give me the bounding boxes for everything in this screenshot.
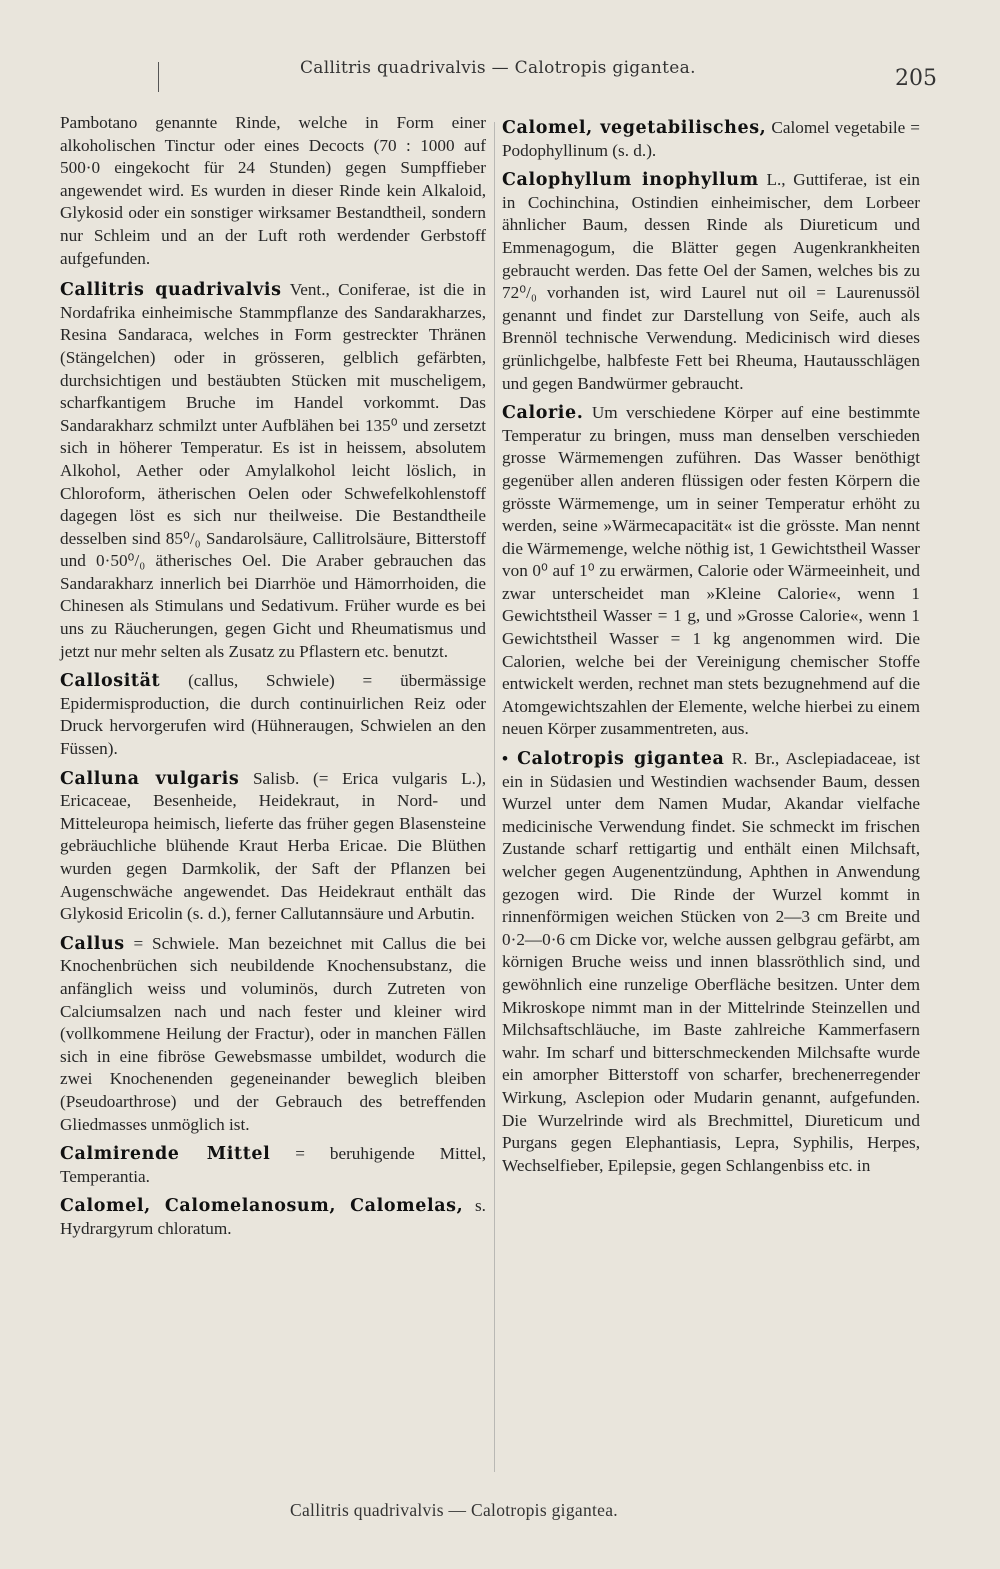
entry-calluna xyxy=(60,768,486,926)
entry-calomel xyxy=(60,1195,486,1240)
entry-callus xyxy=(60,933,486,1136)
margin-rule-mark xyxy=(158,62,159,92)
entry-text: Pambotano genannte Rinde, welche in Form einer alkoholischen Tinctur oder eines Decocts (70 : 1000 auf 500·0 eingekocht für 24 Stunden) gegen Sumpffieber angewendet wird. Es wurden in dieser Rinde kein Alkaloid, Glykosid oder ein sonstiger wirksamer Bestandtheil, sondern nur Schleim und an der Luft roth werdender Gerbstoff aufgefunden. xyxy=(60,113,486,268)
running-head: Callitris quadrivalvis — Calotropis gigantea. xyxy=(300,58,696,78)
entry-calorie xyxy=(490,402,920,741)
entry-calotropis xyxy=(490,748,920,1177)
right-column xyxy=(490,117,920,1184)
entry-text: Um verschiedene Körper auf eine bestimmte Temperatur zu bringen, muss man denselben verschieden grosse Wärmemengen zuführen. Das Wasser benöthigt gegenüber allen anderen flüssigen oder festen Körpern die grösste Wärmemenge, um in seiner Temperatur erhöht zu werden, seine »Wärmecapacität« ist die grösste. Man nennt die Wärmemenge, welche nöthig ist, 1 Gewichtstheil Wasser von 0⁰ auf 1⁰ zu erwärmen, Calorie oder Wärmeeinheit, und zwar unterscheidet man »Kleine Calorie«, wenn 1 Gewichtstheil Wasser = 1 g, und »Grosse Calorie«, wenn 1 Gewichtstheil Wasser = 1 kg angenommen wird. Die Calorien, welche bei der Vereinigung chemischer Stoffe entwickelt werden, rechnet man stets bezugnehmend auf die Atomgewichtszahlen der Elemente, welche hierbei zu einem neuen Körper zusammentreten, aus. xyxy=(502,403,920,739)
entry-callositaet xyxy=(60,670,486,760)
entry-headword: Calophyllum inophyllum xyxy=(502,170,759,191)
entry-text: Vent., Coniferae, ist die in Nordafrika einheimische Stammpflanze des Sandarakharzes, Resina Sandaraca, welches in Form gestreckter Thränen (Stängelchen) oder in grösseren, gelblich gefärbten, durchsichtigen und bestäubten Stücken mit muscheligem, scharfkantigem Bruche im Handel vorkommt. Das Sandarakharz schmilzt unter Aufblähen bei 135⁰ und zersetzt sich in höherer Temperatur. Es ist in heissem, absolutem Alkohol, Aether oder Amylalkohol leicht löslich, in Chloroform, ätherischen Oelen oder Schwefelkohlenstoff dagegen löst es sich nur theilweise. Die Bestandtheile desselben sind 85⁰/₀ Sandarolsäure, Callitrolsäure, Bitterstoff und 0·50⁰/₀ ätherisches Oel. Die Araber gebrauchen das Sandarakharz innerlich bei Diarrhöe und Hämorrhoiden, die Chinesen als Stimulans und Sedativum. Früher wurde es bei uns zu Räucherungen, gegen Gicht und Rheumatismus und jetzt nur mehr selten als Zusatz zu Pflastern etc. benutzt. xyxy=(60,280,486,661)
entry-text: Calomel vegetabile = Podophyllinum (s. d.). xyxy=(502,118,920,160)
entry-headword: Callosität xyxy=(60,671,161,692)
left-column xyxy=(60,112,486,1248)
entry-text: Salisb. (= Erica vulgaris L.), Ericaceae, Besenheide, Heidekraut, in Nord- und Mitteleuropa heimisch, lieferte das früher gegen Blasensteine gebräuchliche blühende Kraut Herba Ericae. Die Blüthen wurden gegen Darmkolik, der Saft der Pflanzen bei Augenschwäche angewendet. Das Heidekraut enthält das Glykosid Ericolin (s. d.), ferner Callutannsäure und Arbutin. xyxy=(60,768,486,924)
running-foot: Callitris quadrivalvis — Calotropis gigantea. xyxy=(290,1500,618,1520)
entry-headword: Callus xyxy=(60,933,125,954)
entry-calomel-vegetabilisches xyxy=(490,117,920,162)
entry-headword: Calomel, vegetabilisches, xyxy=(502,118,767,138)
entry-headword: Calorie. xyxy=(502,403,584,424)
entry-headword: Calotropis gigantea xyxy=(517,749,725,770)
entry-continuation xyxy=(60,112,486,270)
entry-headword: Calluna vulgaris xyxy=(60,768,240,789)
entry-text: = beruhigende Mittel, Temperantia. xyxy=(60,1144,487,1186)
entry-text: (callus, Schwiele) = übermässige Epidermisproduction, die durch continuirlichen Reiz oder Druck hervorgerufen wird (Hühneraugen, Schwielen an den Füssen). xyxy=(60,671,486,759)
page-number: 205 xyxy=(895,66,937,91)
entry-callitris xyxy=(60,279,486,663)
entry-text: R. Br., Asclepiadaceae, ist ein in Südasien und Westindien wachsender Baum, dessen Wurzel unter dem Namen Mudar, Akandar vielfache medicinische Verwendung findet. Sie schmeckt im frischen Zustande scharf rettigartig und enthält einen Milchsaft, welcher gegen Augenentzündung, Aphthen in Anwendung gezogen wird. Die Rinde der Wurzel kommt in rinnenförmigen weichen Stücken von 2—3 cm Breite und 0·2—0·6 cm Dicke vor, welche aussen gelbgrau gefärbt, am körnigen Bruche weiss und innen blassröthlich sind, und gewöhnlich eine runzelige Oberfläche besitzen. Unter dem Mikroskope nimmt man in der Mittelrinde Steinzellen und Milchsaftschläuche, im Baste zahlreiche Kammerfasern wahr. Im scharf und bitterschmeckenden Milchsafte wurde ein amorpher Bitterstoff von scharfer, brechenerregender Wirkung, Asclepion oder Mudarin genannt, aufgefunden. Die Wurzelrinde wird als Brechmittel, Diureticum und Purgans gegen Elephantiasis, Lepra, Syphilis, Herpes, Wechselfieber, Epilepsie, gegen Schlangenbiss etc. in xyxy=(502,749,920,1175)
entry-headword: Callitris quadrivalvis xyxy=(60,280,282,301)
entry-text: = Schwiele. Man bezeichnet mit Callus die bei Knochenbrüchen sich neubildende Knochensubstanz, die anfänglich weiss und voluminös, durch Zutreten von Calciumsalzen nach und nach fester und kleiner wird (vollkommene Heilung der Fractur), oder in manchen Fällen sich in eine fibröse Gewebsmasse umbildet, wodurch die zwei Knochenenden gegeneinander beweglich bleiben (Pseudoarthrose) und der Gebrauch des betreffenden Gliedmasses unmöglich ist. xyxy=(60,933,486,1134)
entry-text: s. Hydrargyrum chloratum. xyxy=(60,1196,486,1238)
entry-headword: Calomel, Calomelanosum, Calomelas, xyxy=(60,1196,464,1217)
entry-calophyllum xyxy=(490,169,920,395)
entry-headword: Calmirende Mittel xyxy=(60,1144,271,1165)
entry-text: L., Guttiferae, ist ein in Cochinchina, Ostindien einheimischer, dem Lorbeer ähnlicher Baum, dessen Rinde als Diureticum und Emmenagogum, die Blätter gegen Augenkrankheiten gebraucht werden. Das fette Oel der Samen, welches bis zu 72⁰/₀ vorhanden ist, wird Laurel nut oil = Laurenussöl genannt und findet zur Darstellung von Seife, auch als Brennöl technische Verwendung. Medicinisch wird dieses grünlichgelbe, halbfeste Fett bei Rheuma, Hautausschlägen und gegen Bandwürmer gebraucht. xyxy=(502,170,920,393)
entry-calmirende-mittel xyxy=(60,1143,486,1188)
bullet-mark: • xyxy=(502,749,509,769)
